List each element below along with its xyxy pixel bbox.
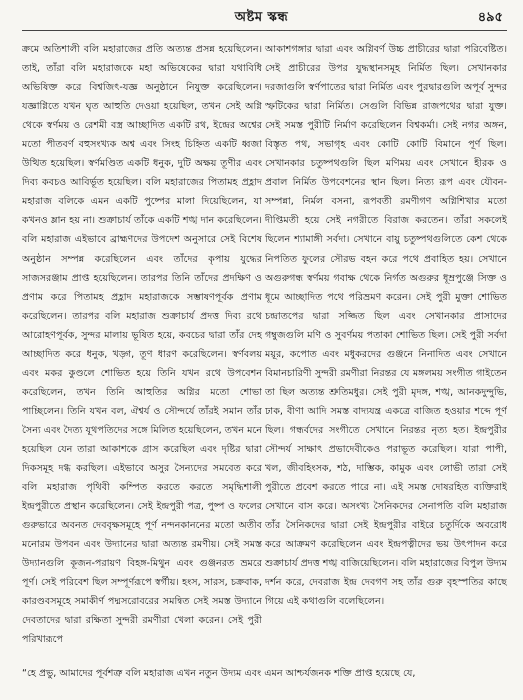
footer-paragraph: “হে প্রভু, আমাদের পূর্বশত্রু বলি মহারাজ এখন নতুন উদ্যম এবং এমন আশ্চর্যজনক শক্তি প্রাপ্ত হয়েছে যে, (22, 668, 416, 679)
left-column-text: ক্রমে অতিশালী বলি মহারাজের প্রতি অত্যন্ত প্রসন্ন হয়েছিলেন। তাই, তাঁরা বলি মহারাজকে মহা অভিষেকের দ্বারা যথাবিধি অভিষিক্ত করে বিশ্বজিৎ-যজ্ঞ অনুষ্ঠানে নিযুক্ত করেছিলেন। যজ্ঞাগ্নিতে যখন ঘৃত আহুতি দেওয়া হয়েছিল, তখন সেই অগ্নি থেকে স্বর্ণময় ও রেশমী বস্ত্র আচ্ছাদিত একটি রথ, ইন্দ্রের অশ্বের মতো পীতবর্ণ বহুসংখ্যক অশ্ব এবং সিংহ চিহ্নিত একটি ধ্বজা উত্থিত হয়েছিল। স্বর্ণমণ্ডিত একটি ধনুক, দুটি অক্ষয় তূণীর এবং দিব্য কবচও আবির্ভূত হয়েছিল। বলি মহারাজের পিতামহ প্রহ্লাদ মহারাজ বলিকে এমন একটি পুষ্পের মালা দিয়েছিলেন, যা কখনও ম্লান হয় না। শুক্রাচার্য তাঁকে একটি শঙ্খ দান করেছিলেন। বলি মহারাজ এইভাবে ব্রাহ্মণদের উপদেশ অনুসারে সেই বিশেষ অনুষ্ঠান সম্পন্ন করেছিলেন এবং তাঁদের কৃপায় যুদ্ধের সাজসরঞ্জাম প্রাপ্ত হয়েছিলেন। তারপর তিনি তাঁদের প্রদক্ষিণ ও প্রণাম করে পিতামহ প্রহ্লাদ মহারাজকে সম্ভাষণপূর্বক প্রণাম করেছিলেন। তারপর বলি মহারাজ শুক্রাচার্য প্রদত্ত দিব্য রথে আরোহণপূর্বক, সুন্দর মালায় ভূষিত হয়ে, কবচের দ্বারা তাঁর দেহ আচ্ছাদিত করে ধনুক, খড়্গ, তূণ ধারণ করেছিলেন। স্বর্ণবলয় এবং মকর কুণ্ডলে শোভিত হয়ে তিনি যখন রথে উপবেশন করেছিলেন, তখন তিনি আহুতির অগ্নির মতো শোভা পাচ্ছিলেন। তিনি যখন বল, ঐশ্বর্য ও সৌন্দর্যে তাঁরই সমান তাঁর সৈন্য এবং দৈত্য যূথপতিদের সঙ্গে মিলিত হয়েছিলেন, তখন মনে হয়েছিল যেন তারা আকাশকে গ্রাস করেছিল এবং দৃষ্টির দ্বারা দিকসমূহ দগ্ধ করছিল। এইভাবে অসুর সৈন্যদের সমবেত করে বলি মহারাজ পৃথিবী কম্পিত করতে করতে সমৃদ্ধিশালী ইন্দ্রপুরীতে প্রস্থান করেছিলেন। সেই ইন্দ্রপুরী পত্র, পুষ্প ও ফলের গুরুভারে অবনত দেববৃক্ষসমূহে পূর্ণ নন্দনকাননের মতো অতীব মনোরম উপবন এবং উদ্যানের দ্বারা অত্যন্ত রমণীয়। সেই সমস্ত উদ্যানগুলি কূজন-পরায়ণ বিহঙ্গ-মিথুন এবং গুঞ্জনরত ভ্রমরে পূর্ণ। সেই পরিবেশ ছিল সম্পূর্ণরূপে স্বর্গীয়। হংস, সারস, চক্রবাক, কারণ্ডবসমূহে সমাকীর্ণ পদ্মসরোবরের সমন্বিত সেই সমস্ত উদ্যানে দেবতাদের দ্বারা রক্ষিতা সুন্দরী রমণীরা খেলা করেন। সেই পুরী পরিখারূপে (22, 44, 262, 646)
left-column (22, 40, 262, 668)
running-header (0, 8, 523, 30)
header-rule (22, 30, 507, 31)
right-column (265, 40, 507, 668)
right-column-text: আকাশগঙ্গার দ্বারা এবং অগ্নিবর্ণ উচ্চ প্রাচীরের দ্বারা পরিবেষ্টিত। সেই প্রাচীরের উপর যুদ্ধস্থানসমূহ নির্মিত ছিল। সেখানকার দরজাগুলি স্বর্ণপাতের দ্বারা নির্মিত এবং পুরদ্বারগুলি অপূর্ব সুন্দর স্ফটিকের দ্বারা নির্মিত। সেগুলি বিভিন্ন রাজপথের দ্বারা যুক্ত। সেই সমস্ত পুরীটি নির্মাণ করেছিলেন বিশ্বকর্মা। সেই নগর অঙ্গন, বিস্তৃত পথ, সভাগৃহ এবং কোটি কোটি বিমানে পূর্ণ ছিল। সেখানকার চতুষ্পথগুলি ছিল মণিময় এবং সেখানে হীরক ও প্রবাল নির্মিত উপবেশনের স্থান ছিল। নিত্য রূপ এবং যৌবন-সম্পন্না, নির্মল বসনা, রূপবতী রমণীগণ অগ্নিশিখার মতো দীপ্তিমতী হয়ে সেই নগরীতে বিরাজ করতেন। তাঁরা সকলেই ছিলেন শ্যামাঙ্গী সর্বদা। সেখানে বায়ু চতুষ্পথগুলিতে কেশ থেকে নিপতিত ফুলের সৌরভ বহন করে পথে প্রবাহিত হয়। সেখানে অগুরুগন্ধ স্বর্ণময় গবাক্ষ থেকে নির্গত অগুরুর ধূম্রপুঞ্জে সিক্ত ও ধূমে আচ্ছাদিত পথে পরিভ্রমণ করেন। সেই পুরী মুক্তা শোভিত চন্দ্রাতপের দ্বারা সজ্জিত ছিল এবং সেখানকার প্রাসাদের গম্বুজগুলি মণি ও সুবর্ণময় পতাকা শোভিত ছিল। সেই পুরী সর্বদা ময়ূর, কপোত এবং মধুকরদের গুঞ্জনে নিনাদিত এবং সেখানে বিমানচারিণী সুন্দরী রমণীরা নিরন্তর যে মঙ্গলময় সংগীত গাইতেন তা ছিল অত্যন্ত শ্রুতিমধুর। সেই পুরী মৃদঙ্গ, শঙ্খ, আনকদুন্দুভি, ঢাক, বীণা আদি সমস্ত বাদ্যযন্ত্র একত্রে বাজিত হওয়ার শব্দে পূর্ণ ছিল। গন্ধর্বদের সংগীতে সেখানে নিরন্তর নৃত্য হত। ইন্দ্রপুরীর সৌন্দর্য সাক্ষাৎ প্রভাদেবীকেও পরাভূত করেছিল। যারা পাপী, খল, জীবহিংসক, শঠ, দাম্ভিক, কামুক এবং লোভী তারা সেই পুরীতে প্রবেশ করতে পারে না। এই সমস্ত দোষরহিত ব্যক্তিরাই সেখানে বাস করে। অসংখ্য সৈনিকদের সেনাপতি বলি মহারাজ তাঁর সৈনিকদের দ্বারা সেই ইন্দ্রপুরীর বাইরে চতুর্দিকে অবরোধ করে আক্রমণ করেছিলেন এবং ইন্দ্রপত্নীদের ভয় উৎপাদন করে শুক্রাচার্য প্রদত্ত শঙ্খ বাজিয়েছিলেন। বলি মহারাজের বিপুল উদ্যম দর্শন করে, দেবরাজ ইন্দ্র দেবগণ সহ তাঁর গুরু বৃহস্পতির কাছে গিয়ে এই কথাগুলি বলেছিলেন। (265, 44, 507, 608)
chapter-title: অষ্টম স্কন্ধ (234, 10, 289, 25)
page-number: ৪৯৫ (477, 10, 503, 25)
